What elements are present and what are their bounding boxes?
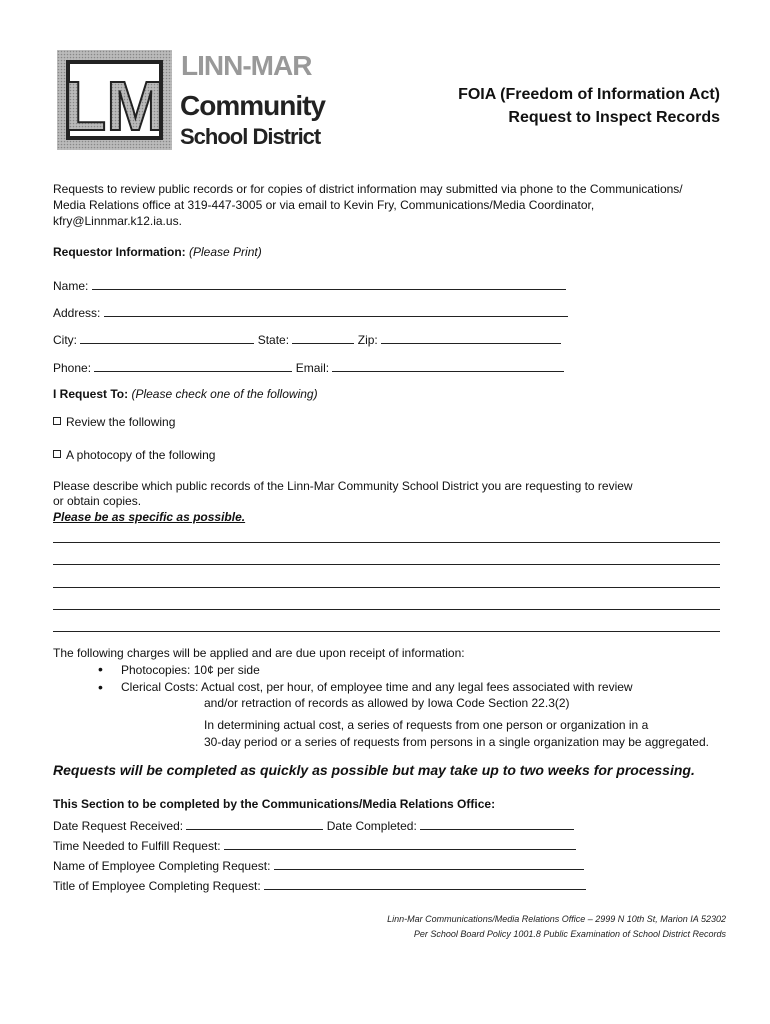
description-line-5[interactable] bbox=[53, 631, 720, 632]
describe-line-2: or obtain copies. bbox=[53, 494, 142, 508]
charges-bullet-2: • bbox=[98, 679, 103, 695]
description-line-3[interactable] bbox=[53, 587, 720, 588]
employee-name-row bbox=[53, 857, 584, 873]
description-line-4[interactable] bbox=[53, 609, 720, 610]
request-heading bbox=[53, 387, 318, 401]
address-field[interactable] bbox=[104, 304, 568, 317]
email-field[interactable] bbox=[332, 359, 564, 372]
intro-line-2: Media Relations office at 319-447-3005 or via email to Kevin Fry, Communications/Media Coordinator, bbox=[53, 198, 595, 212]
option-review bbox=[53, 415, 175, 429]
option-photocopy bbox=[53, 448, 215, 462]
time-needed-field[interactable] bbox=[224, 837, 576, 850]
charges-item-clerical: Clerical Costs: Actual cost, per hour, of employee time and any legal fees associated with review bbox=[121, 680, 633, 694]
phone-field[interactable] bbox=[94, 359, 292, 372]
employee-name-label: Name of Employee Completing Request: bbox=[53, 859, 271, 873]
employee-title-label: Title of Employee Completing Request: bbox=[53, 879, 261, 893]
charges-note-line-1: In determining actual cost, a series of requests from one person or organization in a bbox=[204, 718, 649, 732]
requestor-heading-label: Requestor Information: bbox=[53, 245, 186, 259]
city-field[interactable] bbox=[80, 331, 254, 344]
charges-item-photocopies: Photocopies: 10¢ per side bbox=[121, 663, 260, 677]
charges-item-clerical-cont: and/or retraction of records as allowed by Iowa Code Section 22.3(2) bbox=[204, 696, 570, 710]
city-label: City: bbox=[53, 333, 77, 347]
name-label: Name: bbox=[53, 279, 89, 293]
page-title: FOIA (Freedom of Information Act) bbox=[458, 86, 720, 103]
page-subtitle: Request to Inspect Records bbox=[508, 109, 720, 126]
processing-notice: Requests will be completed as quickly as possible but may take up to two weeks for processing. bbox=[53, 762, 695, 778]
date-row bbox=[53, 817, 574, 833]
footer-policy: Per School Board Policy 1001.8 Public Examination of School District Records bbox=[413, 929, 726, 939]
employee-title-field[interactable] bbox=[264, 877, 586, 890]
time-needed-row bbox=[53, 837, 576, 853]
requestor-heading-note: (Please Print) bbox=[189, 245, 262, 259]
description-line-1[interactable] bbox=[53, 542, 720, 543]
city-state-zip-row bbox=[53, 331, 561, 347]
request-heading-label: I Request To: bbox=[53, 387, 129, 401]
intro-line-1: Requests to review public records or for copies of district information may submitted via phone to the Communications/ bbox=[53, 182, 683, 196]
logo-name-mid: Community bbox=[180, 90, 325, 121]
zip-field[interactable] bbox=[381, 331, 561, 344]
review-label: Review the following bbox=[66, 415, 176, 429]
logo-name-bottom: School District bbox=[180, 124, 321, 149]
describe-line-1: Please describe which public records of the Linn-Mar Community School District you are requesting to review bbox=[53, 479, 633, 493]
date-received-field[interactable] bbox=[186, 817, 323, 830]
state-field[interactable] bbox=[292, 331, 354, 344]
photocopy-label: A photocopy of the following bbox=[66, 448, 216, 462]
footer-address: Linn-Mar Communications/Media Relations Office – 2999 N 10th St, Marion IA 52302 bbox=[387, 914, 726, 924]
phone-label: Phone: bbox=[53, 361, 92, 375]
employee-title-row bbox=[53, 877, 586, 893]
review-checkbox[interactable] bbox=[53, 417, 61, 425]
phone-email-row bbox=[53, 359, 564, 375]
requestor-heading bbox=[53, 245, 262, 259]
charges-note-line-2: 30-day period or a series of requests from persons in a single organization may be aggregated. bbox=[204, 735, 709, 749]
description-line-2[interactable] bbox=[53, 564, 720, 565]
request-heading-note: (Please check one of the following) bbox=[131, 387, 318, 401]
name-field[interactable] bbox=[92, 277, 566, 290]
state-label: State: bbox=[257, 333, 290, 347]
time-needed-label: Time Needed to Fulfill Request: bbox=[53, 839, 221, 853]
intro-line-3: kfry@Linnmar.k12.ia.us. bbox=[53, 214, 182, 228]
office-heading: This Section to be completed by the Communications/Media Relations Office: bbox=[53, 797, 496, 811]
charges-intro: The following charges will be applied and are due upon receipt of information: bbox=[53, 646, 465, 660]
address-label: Address: bbox=[53, 306, 101, 320]
employee-name-field[interactable] bbox=[274, 857, 584, 870]
svg-text:LM: LM bbox=[63, 67, 165, 145]
name-row bbox=[53, 277, 566, 293]
date-received-label: Date Request Received: bbox=[53, 819, 184, 833]
address-row bbox=[53, 304, 568, 320]
logo-name-top: LINN-MAR bbox=[181, 50, 312, 81]
photocopy-checkbox[interactable] bbox=[53, 450, 61, 458]
date-completed-field[interactable] bbox=[420, 817, 574, 830]
date-completed-label: Date Completed: bbox=[326, 819, 417, 833]
charges-bullet-1: • bbox=[98, 661, 103, 677]
email-label: Email: bbox=[295, 361, 330, 375]
describe-emphasis: Please be as specific as possible. bbox=[53, 510, 246, 524]
zip-label: Zip: bbox=[357, 333, 378, 347]
lm-monogram-logo bbox=[57, 50, 172, 150]
